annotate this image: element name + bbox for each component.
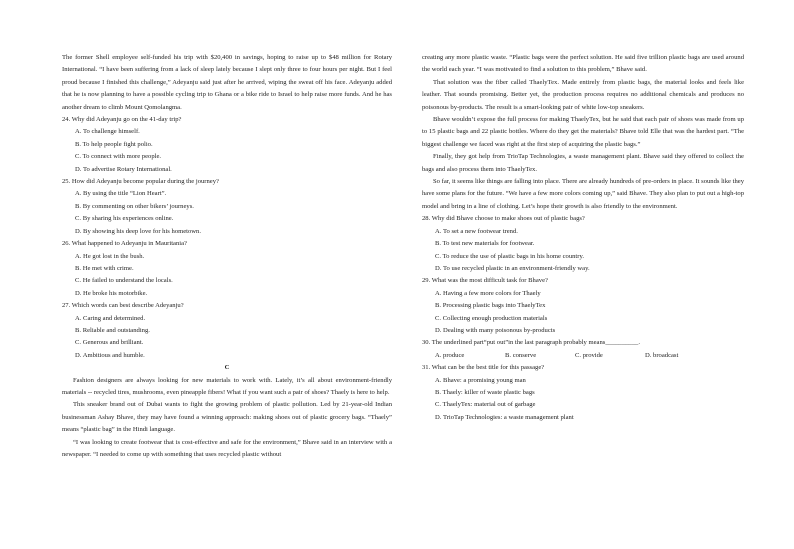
answer-option-row [435, 350, 744, 362]
answer-option: A. Having a few more colors for Thaely [435, 289, 541, 297]
answer-option: C. By sharing his experiences online. [75, 215, 174, 223]
question: 25. How did Adeyanju become popular during the journey? [62, 178, 219, 186]
answer-option: B. conserve [505, 351, 537, 359]
paragraph: So far, it seems like things are falling into place. There are already hundreds of pre-orders in place. It sounds like they have some plans for the future. “We have a few more colors coming up,” said Bhave. They also plan to put out a high-top model and bring in a line of clothing. Let’s hope their growth is also friendly to the environment. [422, 178, 744, 210]
paragraph: This sneaker brand out of Dubai wants to fight the growing problem of plastic pollution. Led by 21-year-old Indian businessman Ashay Bhave, they may have found a winning approach: making shoes out of plastic grocery bags. “Thaely” means “plastic bag” in the Hindi language. [62, 401, 392, 434]
answer-option: D. Dealing with many poisonous by-products [435, 326, 556, 334]
answer-option: A. To challenge himself. [75, 128, 140, 136]
answer-option: A. He got lost in the bush. [75, 252, 145, 260]
answer-option: D. Ambitious and humble. [75, 351, 145, 359]
answer-option: B. To test new materials for footwear. [435, 240, 535, 248]
answer-option: B. Reliable and outstanding. [75, 326, 150, 334]
answer-option: D. broadcast [645, 351, 679, 359]
answer-option: C. Generous and brilliant. [75, 339, 144, 347]
answer-option: D. He broke his motorbike. [75, 289, 148, 297]
question: 30. The underlined part“put out”in the last paragraph probably means__________. [422, 339, 640, 347]
answer-option: C. ThaelyTex: material out of garbage [435, 401, 536, 409]
paragraph: “I was looking to create footwear that is cost-effective and safe for the environment,” Bhave said in an interview with a newspaper. “I needed to come up with something that uses recycled plastic without [62, 438, 392, 458]
answer-option: D. To use recycled plastic in an environment-friendly way. [435, 264, 590, 272]
answer-option: A. Caring and determined. [75, 314, 146, 322]
paragraph: Fashion designers are always looking for new materials to work with. Lately, it’s all about environment-friendly materials -- recycled tires, mushrooms, even pineapple fibers! What if you want such a pair of shoes? Thaely is here to help. [62, 376, 392, 396]
answer-option: B. He met with crime. [75, 264, 134, 272]
question: 27. Which words can best describe Adeyanju? [62, 302, 184, 310]
answer-option: C. provide [575, 351, 603, 359]
right-column [422, 52, 744, 424]
left-column [62, 52, 392, 461]
answer-option: C. To connect with more people. [75, 153, 162, 161]
question: 29. What was the most difficult task for Bhave? [422, 277, 548, 285]
answer-option: A. Bhave: a promising young man [435, 376, 526, 384]
paragraph: Finally, they got help from TrioTap Technologies, a waste management plant. Bhave said they offered to collect the bags and also process them into ThaelyTex. [422, 153, 744, 173]
paragraph: Bhave wouldn’t expose the full process for making ThaelyTex, but he said that each pair of shoes was made from up to 15 plastic bags and 22 plastic bottles. Where do they get the materials? Bhave told Elle that was the hardest part. “The biggest challenge we faced was right at the first step of acquiring the plastic bags.” [422, 116, 744, 148]
answer-option: C. He failed to understand the locals. [75, 277, 173, 285]
answer-option: C. To reduce the use of plastic bags in his home country. [435, 252, 584, 260]
answer-option: A. produce [435, 351, 465, 359]
answer-option: B. By commenting on other bikers’ journeys. [75, 202, 194, 210]
paragraph: creating any more plastic waste. “Plastic bags were the perfect solution. He said five trillion plastic bags are used around the world each year. “I was motivated to find a solution to this problem,” Bhave said. [422, 54, 744, 74]
section-heading: C [224, 364, 230, 372]
answer-option: D. To advertise Rotary International. [75, 165, 172, 173]
answer-option: B. Thaely: killer of waste plastic bags [435, 388, 535, 396]
question: 24. Why did Adeyanju go on the 41-day trip? [62, 116, 182, 124]
answer-option: B. To help people fight polio. [75, 140, 153, 148]
answer-option: C. Collecting enough production materials [435, 314, 548, 322]
paragraph: That solution was the fiber called ThaelyTex. Made entirely from plastic bags, the material looks and feels like leather. That sounds promising. Better yet, the production process requires no additional chemicals and produces no poisonous by-products. The result is a smart-looking pair of white low-top sneakers. [422, 78, 744, 111]
question: 31. What can be the best title for this passage? [422, 364, 545, 372]
answer-option: D. By showing his deep love for his hometown. [75, 227, 202, 235]
question: 28. Why did Bhave choose to make shoes out of plastic bags? [422, 215, 585, 223]
answer-option: B. Processing plastic bags into ThaelyTex [435, 302, 546, 310]
answer-option: A. To set a new footwear trend. [435, 227, 518, 235]
answer-option: D. TrioTap Technologies: a waste management plant [435, 413, 574, 421]
paragraph: The former Shell employee self-funded his trip with $20,400 in savings, hoping to raise up to $48 million for Rotary International. “I have been suffering from a lack of sleep lately because I slept only three to four hours per night. But I feel proud because I finished this challenge,” Adeyanju said just after he arrived, wiping the sweat off his face. Adeyanju added that he is now planning to have a possible cycling trip to Ghana or a bike ride to Israel to help raise more funds. And he has another dream to climb Mount Qomolangma. [62, 54, 392, 111]
answer-option: A. By using the title “Lion Heart”. [75, 190, 167, 198]
question: 26. What happened to Adeyanju in Mauritania? [62, 240, 187, 248]
